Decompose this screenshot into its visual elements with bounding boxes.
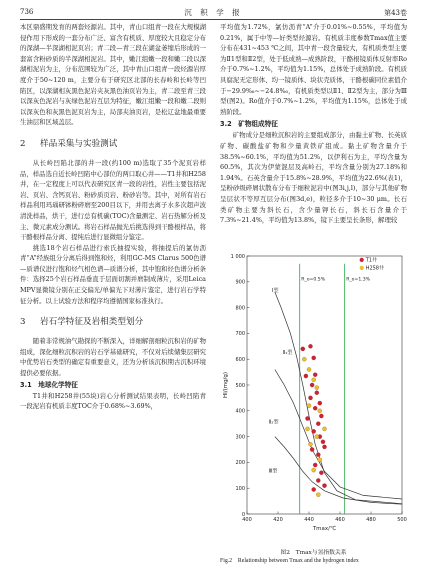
t1-data-point (322, 484, 326, 488)
x-tick-label: 440 (304, 517, 314, 523)
y-tick-label: 500 (235, 382, 245, 389)
t1-data-point (313, 406, 317, 410)
kerogen-zone-boundaries (275, 264, 402, 514)
y-tick-label: 0 (241, 511, 245, 518)
t1-data-point (316, 422, 320, 426)
section-3-title: 岩石学特征及岩相类型划分 (40, 317, 144, 328)
t1-data-point (318, 401, 322, 405)
continued-paragraph: 平均值为1.72%，氯仿沥青“A”介于0.01%~0.55%，平均值为0.21%，属于中等—好类型烃源岩。有机质丰度参数Tmax值主要分布在431~453 ℃之间，其中青一段含量较大，有机质类型主要为Ⅱ1型和Ⅱ2型，处于低成熟—成熟阶段，干酪根镜质体反射率Ro介于0.7%~1.2%，平均值为1.15%，总体处于成熟阶段。有机质具腐泥无定形体、均一镜质体、块状壳质体，干酪根碳同位素值介于−29.9‰~−24.8‰，有机质类型以Ⅱ1、Ⅱ2型为主，部分为Ⅲ型(图2)。Ro值介于0.7%~1.2%，平均值为1.15%，总体处于成熟阶段。 (220, 23, 407, 116)
t1-legend-label: T1井 (365, 257, 377, 264)
page-number: 736 (20, 8, 34, 16)
t1-data-point (310, 383, 314, 387)
chart-legend (360, 257, 384, 272)
y-tick-label: 200 (235, 460, 245, 467)
zone-label-type-ii2: Ⅱ₂型 (268, 419, 279, 426)
section-3-heading (20, 316, 206, 328)
t1-data-point (312, 429, 316, 433)
x-tick-label: 480 (366, 517, 376, 523)
journal-title: 沉 积 学 报 (184, 8, 243, 17)
section-2-heading (20, 138, 206, 150)
t1-data-point (308, 344, 312, 348)
t1-data-point (316, 453, 320, 457)
h258-data-point (315, 435, 319, 439)
h258-data-point (307, 404, 311, 408)
subsection-3-2-heading: 3.2 矿物组成特征 (220, 120, 278, 129)
t1-data-point (322, 445, 326, 449)
y-tick-label: 600 (235, 357, 245, 363)
sampling-paragraph-2: 挑选18个岩石样品进行索氏抽提实验，将抽提后的氯仿沥青“A”经族组分分离后得到饱和烃，利用GC-MS Clarus 500色谱—质谱仪进行饱和烃气相色谱—质谱分析，其中饱和烃色谱分析条件：选择25个岩石样品垂直于层面切割并磨制成薄片，采用Leica MPV显微镜分别在正交偏光/单偏光下对薄片鉴定，进行岩石学特征分析。以上试验方法和程序均遵循国家标准执行。 (20, 243, 206, 305)
right-column (220, 22, 407, 226)
t1-data-point (315, 391, 319, 395)
left-column (20, 22, 206, 412)
figure-2 (220, 248, 407, 548)
x-tick-label: 400 (242, 517, 252, 523)
h258-data-point (316, 493, 320, 497)
t1-data-point (312, 356, 316, 360)
t1-data-point (304, 374, 308, 378)
t1-data-point (308, 396, 312, 400)
t1-legend-marker (360, 258, 364, 262)
zone-label-type-ii1: Ⅱ₁型 (282, 350, 293, 357)
x-tick-label: 460 (335, 517, 345, 523)
h258-legend-label: H258井 (365, 265, 385, 272)
y-tick-label: 800 (235, 305, 245, 312)
y-tick-label: 900 (235, 279, 245, 286)
plot-frame (247, 256, 402, 514)
sampling-paragraph-1: 从长岭凹陷北部的井一段(约100 m)选取了35个泥页岩样品，样品选自近长岭凹陷中心部位的两口取心井——T1井和H258井，在一定程度上可以代表研究区青一段的岩性，岩性主要包括泥岩、页岩、含钙页岩、粉砂质页岩、粉砂岩等。其中，对所有岩石样品利用玛瑙研钵粉碎磨至200目以下，并用去离子水多次超声波清洗样品，烘干，进行总有机碳(TOC)含量测定、岩石热解分析及主、微元素成分测试。将岩石样品抛光后挑选得到干酪根样品，将干酪根样品分离、提纯后进行显微组分鉴定。 (20, 158, 206, 242)
h258-legend-marker (360, 266, 364, 270)
h258-data-point (308, 442, 312, 446)
mineral-paragraph: 矿物成分是细粒沉积岩的主要组成部分，由黏土矿物、长英质矿物、碳酸盐矿物和少量黄铁矿组成。黏土矿物含量介于38.5%~60.1%，平均值为51.2%，以伊利石为主，平均含量为60.5%，其次为伊蒙混层及高岭石，平均含量分别为27.18%和1.94%。石英含量介于15.8%~28.9%，平均值为22.6%(表1)，呈粉砂级碎屑状散布分布于细粒泥岩中(图3i,j,l)，部分与其他矿物呈层状不等厚互层分布(图3d,e)，粒径多介于10~30 μm。长石类矿物主要为斜长石，含少量钾长石，斜长石含量介于7.3%~21.4%，平均值为13.8%，镜下主要呈长条形，解理较 (220, 131, 407, 225)
h258-data-point (312, 468, 316, 472)
volume-label: 第43卷 (384, 9, 407, 17)
tmax-hi-scatter-chart (220, 248, 407, 548)
y-tick-label: 700 (235, 331, 245, 338)
t1-data-point (313, 373, 317, 377)
y-tick-label: 1 000 (230, 253, 245, 260)
header-rule (20, 19, 407, 20)
y-axis-title: HI/(mg/g) (223, 371, 229, 399)
h258-data-point (305, 427, 309, 431)
type-ii2-iii-boundary (275, 437, 402, 505)
ro-1-3-label: R_o=1.3% (346, 277, 371, 283)
caption-english: Fig.2 Relationship between Tmax and the hydrogen index (220, 558, 359, 564)
h258-data-point (318, 458, 322, 462)
section-2-number: 2 (20, 138, 26, 149)
zone-label-type-iii: Ⅲ型 (268, 468, 278, 475)
t1-data-point (310, 447, 314, 451)
petrology-paragraph: 随着非常规油气勘探的不断深入，详细解剖细粒沉积岩的矿物组成，深化细粒沉积岩的岩石学基础研究，不仅对后续储集层研究中优势岩石类型的确定有重要意义，还为分析该沉积期古沉积环境提供必要依据。 (20, 337, 206, 378)
h258-data-point (322, 427, 326, 431)
t1-data-point (313, 463, 317, 467)
t1-data-point (312, 487, 316, 491)
t1-data-point (319, 471, 323, 475)
t1-data-point (321, 440, 325, 444)
section-2-title: 样品采集与实验测试 (40, 138, 118, 149)
t1-data-point (319, 414, 323, 418)
h258-data-point (318, 409, 322, 413)
h258-data-point (315, 386, 319, 390)
subsection-3-1-heading: 3.1 地球化学特征 (20, 380, 78, 389)
intro-paragraph: 本区鼎盛期发育的两套烃源岩。其中，青山口组青一段在大规模湖侵作用下形成的一套分布广泛、富含有机质、厚度较大且稳定分布的深湖—半深湖相泥页岩；青二段—青三段在湖盆萎缩后形成的一套富含粉砂质的半深湖相泥岩。其中，嫩江组嫩一段和嫩二段以深湖相泥岩为主，分布范围较为广泛，其中青山口组青一段烃源岩厚度介于50~120 m，主要分布于研究区北部的长春岭和长岭等凹陷区，以深湖相灰黑色泥岩夹灰黑色油页岩为主，青二段至青三段以深灰色泥岩与灰绿色泥岩互层为特征，嫩江组嫩一段和嫩二段则以深灰色和灰黑色泥页岩为主，局部夹油页岩，是松辽盆地最重要生油层和区域盖层。 (20, 23, 206, 127)
h258-data-point (302, 357, 306, 361)
x-tick-label: 500 (397, 517, 407, 523)
type-i-ii1-boundary (275, 292, 402, 504)
t1-data-point (305, 416, 309, 420)
geochemistry-paragraph: T1井和H258井(55块)岩心分析测试结果表明，长岭凹陷青一段泥岩有机质丰度TOC介于0.68%~3.69%， (20, 391, 206, 411)
type-ii1-ii2-boundary (275, 370, 402, 500)
y-tick-label: 300 (235, 434, 245, 441)
zone-label-type-i: Ⅰ型 (271, 288, 279, 295)
figure-caption (220, 549, 407, 565)
ro-0-5-label: R_o=0.5% (301, 277, 326, 283)
y-tick-label: 400 (235, 408, 245, 415)
running-header (0, 0, 427, 22)
y-tick-label: 100 (235, 486, 245, 492)
caption-chinese: 图2 Tmax与氢指数关系 (280, 550, 347, 556)
t1-data-point (316, 478, 320, 482)
chart-labels (223, 277, 371, 532)
t1-data-point (301, 347, 305, 351)
x-tick-label: 420 (273, 517, 283, 523)
x-axis-title: Tmax/℃ (312, 526, 337, 532)
h258-data-point (312, 378, 316, 382)
section-3-number: 3 (20, 317, 26, 328)
h258-data-point (307, 367, 311, 371)
